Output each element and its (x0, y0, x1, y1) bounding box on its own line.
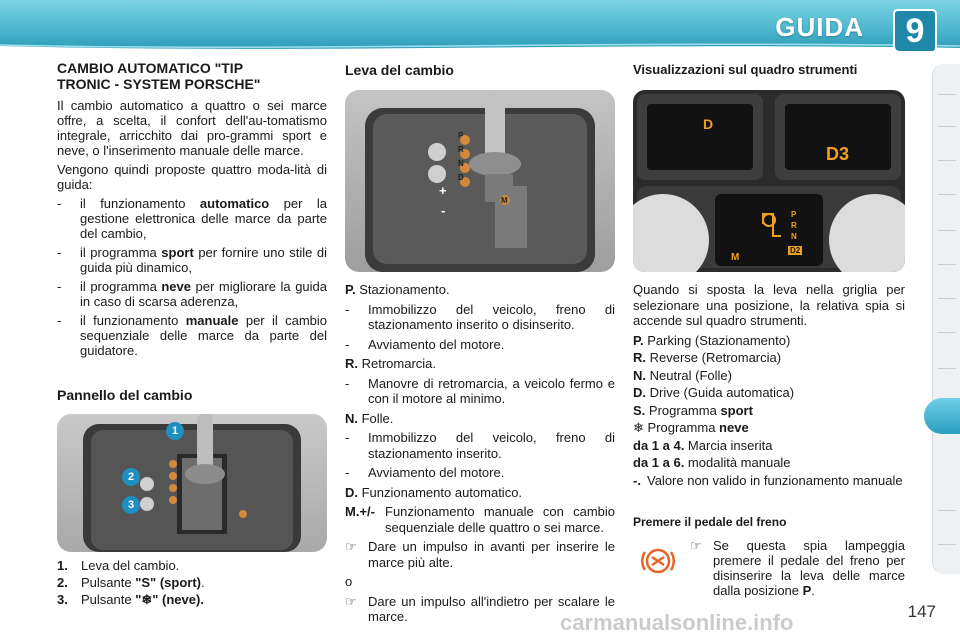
tab-divider (938, 160, 956, 161)
list-item (345, 337, 615, 353)
entry-key: P. (633, 332, 644, 348)
heading-automatic-gearbox (57, 60, 327, 92)
gate-label-p: P (458, 131, 464, 140)
legend-text: Pulsante (81, 575, 136, 590)
tab-divider (938, 126, 956, 127)
entry-text: Avviamento del motore. (368, 465, 505, 480)
list-item (633, 403, 905, 419)
entry-key: P. (345, 282, 356, 297)
entry-key: R. (633, 350, 646, 365)
tab-divider (938, 332, 956, 333)
entry-bold: sport (720, 402, 753, 418)
heading-line-2: TRONIC - SYSTEM PORSCHE" (57, 76, 261, 92)
column-gear-lever (345, 282, 615, 625)
legend-number: 3. (57, 592, 68, 607)
list-item (345, 376, 615, 407)
modes-intro: Vengono quindi proposte quattro moda-lità di guida: (57, 162, 327, 192)
intro-paragraph: Il cambio automatico a quattro o sei marce offre, a scelta, il confort dell'au-tomatismo integrale, arricchito dai pro-grammi sport e neve, o l'inserimento manuale delle marce. (57, 98, 327, 158)
list-dash: - (345, 336, 350, 352)
entry-text: modalità manuale (684, 455, 791, 470)
legend-number: 1. (57, 558, 68, 573)
entry-text: Manovre di retromarcia, a veicolo fermo e con il motore al minimo. (368, 375, 615, 406)
callout-2: 2 (122, 468, 140, 486)
snowflake-icon: ❄ (633, 420, 644, 435)
gear-lever-photo (345, 90, 615, 272)
list-item (57, 279, 327, 309)
entry-text: Funzionamento manuale con cambio sequenziale delle quattro o sei marce. (385, 504, 615, 535)
display-letter-p: P (791, 210, 797, 219)
gear-panel-legend (57, 557, 327, 608)
hand-pointer-icon: ☞ (345, 593, 357, 609)
chapter-number: 9 (905, 12, 925, 50)
gate-label-r: R (458, 145, 464, 154)
entry-text: Immobilizzo del veicolo, freno di stazionamento inserito o disinserito. (368, 301, 615, 332)
list-item (633, 385, 905, 401)
entry-text: Dare un impulso all'indietro per scalare le marce. (368, 593, 615, 624)
legend-text: . (200, 575, 205, 590)
list-item (633, 333, 905, 349)
entry-key: -. (633, 472, 641, 488)
list-dash: - (345, 375, 350, 391)
entry-bold: neve (719, 420, 749, 435)
list-item (345, 282, 615, 298)
entry-text: Immobilizzo del veicolo, freno di stazionamento inserito. (368, 430, 615, 461)
tab-divider (938, 544, 956, 545)
list-item (633, 350, 905, 366)
list-item (633, 368, 905, 384)
entry-text: Programma (643, 420, 720, 435)
list-dash: - (345, 301, 350, 317)
entry-text: Programma (645, 402, 721, 418)
gate-label-m: M (501, 196, 508, 205)
list-item (345, 430, 615, 461)
gear-panel-photo (57, 414, 327, 552)
tab-divider (938, 298, 956, 299)
entry-text: Dare un impulso in avanti per inserire le marce più alte. (368, 539, 615, 570)
item-bold: manuale (185, 313, 239, 328)
tab-divider (938, 94, 956, 95)
list-dash: - (57, 279, 62, 294)
item-text: per il cambio sequenziale delle marce da parte del guidatore. (80, 313, 328, 358)
entry-text: Marcia inserita (684, 437, 773, 453)
entry-text: Valore non valido in funzionamento manuale (647, 472, 903, 488)
entry-key: da 1 a 4. (633, 437, 685, 453)
brake-warning-icon (640, 546, 676, 576)
gate-label-d: D (458, 173, 464, 182)
legend-text: Pulsante (81, 592, 136, 607)
entry-key: R. (345, 356, 358, 371)
gate-label-plus: + (439, 183, 447, 198)
list-item (57, 245, 327, 275)
list-item (57, 196, 327, 241)
legend-bold: "S" (sport) (135, 575, 201, 590)
list-item (345, 539, 615, 570)
gate-label-n: N (458, 159, 464, 168)
entry-key: D. (345, 484, 358, 500)
column-dashboard (633, 282, 905, 488)
legend-number: 2. (57, 575, 68, 590)
page-number: 147 (907, 602, 936, 621)
brake-text: Se questa spia lampeggia premere il pedale del freno per disinserire la leva delle marce dalla posizione (713, 538, 905, 598)
list-dash: - (57, 245, 62, 260)
callout-1: 1 (166, 422, 184, 440)
item-text: il funzionamento (80, 196, 200, 211)
chapter-tab-strip (932, 64, 960, 574)
display-mode-m: M (731, 252, 740, 263)
list-item (633, 420, 905, 436)
entry-text: Retromarcia. (358, 356, 437, 371)
item-text: il programma (80, 279, 162, 294)
list-item (57, 574, 327, 591)
list-dash: - (57, 313, 62, 328)
item-text: il funzionamento (80, 313, 186, 328)
active-chapter-tab[interactable] (924, 398, 960, 434)
tab-divider (938, 510, 956, 511)
display-letter-n: N (791, 232, 797, 241)
legend-text: Leva del cambio. (81, 558, 180, 573)
dashboard-photo (633, 90, 905, 272)
entry-key: S. (633, 402, 646, 418)
entry-text: Parking (Stazionamento) (643, 332, 791, 348)
list-item (633, 455, 905, 471)
item-bold: sport (161, 245, 194, 260)
brake-text-bold: P (802, 583, 812, 598)
list-item (345, 465, 615, 481)
entry-text: Reverse (Retromarcia) (646, 350, 782, 365)
entry-key: N. (633, 367, 646, 383)
display-letter-r: R (791, 221, 797, 230)
tab-divider (938, 368, 956, 369)
item-text: per migliorare la guida in caso di scarsa aderenza, (80, 279, 328, 309)
item-text: per fornire uno stile di guida più dinamico, (80, 245, 327, 275)
entry-text: Neutral (Folle) (646, 367, 732, 383)
brake-note (690, 538, 905, 598)
list-dash: - (345, 465, 350, 480)
list-item (345, 302, 615, 333)
item-bold: automatico (199, 196, 270, 211)
entry-key: da 1 a 6. (633, 455, 685, 470)
item-text: il programma (80, 245, 162, 260)
gear-lever-illustration (345, 90, 615, 272)
list-item: o (345, 574, 353, 589)
list-item (57, 557, 327, 574)
tab-divider (938, 194, 956, 195)
entry-text: Drive (Guida automatica) (646, 385, 795, 400)
list-dash: - (57, 196, 62, 211)
display-current-gear: D (703, 116, 714, 132)
entry-text: Avviamento del motore. (368, 336, 505, 352)
entry-key: D. (633, 385, 646, 400)
entry-text: Stazionamento. (355, 282, 450, 297)
heading-dashboard-displays: Visualizzazioni sul quadro strumenti (633, 62, 858, 77)
hand-pointer-icon: ☞ (690, 538, 702, 553)
list-item (57, 313, 327, 358)
tab-divider (938, 230, 956, 231)
list-item (633, 438, 905, 454)
dashboard-intro: Quando si sposta la leva nella griglia per selezionare una posizione, la relativa spia si accende sul quadro strumenti. (633, 282, 905, 328)
tab-divider (938, 264, 956, 265)
column-automatic-gearbox (57, 60, 327, 358)
entry-key: M.+/- (345, 504, 375, 519)
item-text: per la gestione elettronica delle marce da parte del cambio, (80, 196, 327, 241)
heading-gear-panel: Pannello del cambio (57, 387, 193, 403)
list-item (345, 504, 615, 535)
chapter-badge (892, 8, 938, 54)
entry-text: Folle. (358, 410, 394, 426)
heading-gear-lever: Leva del cambio (345, 62, 454, 78)
heading-line-1: CAMBIO AUTOMATICO "TIP (57, 60, 244, 76)
brake-text: . (811, 583, 815, 598)
list-item (345, 411, 615, 427)
list-dash: - (345, 430, 350, 445)
callout-3: 3 (122, 496, 140, 514)
list-item (633, 473, 905, 489)
display-gear-d3: D3 (826, 144, 850, 164)
display-letter-d2: D2 (790, 246, 801, 255)
gate-label-minus: - (441, 203, 446, 218)
gear-panel-illustration (57, 414, 327, 552)
watermark: carmanualsonline.info (560, 610, 794, 635)
legend-bold: "❄" (neve). (135, 592, 204, 607)
entry-key: N. (345, 410, 358, 426)
section-title: GUIDA (775, 12, 864, 42)
list-item (345, 356, 615, 372)
entry-text: Funzionamento automatico. (358, 484, 523, 500)
item-bold: neve (161, 279, 191, 294)
heading-brake-pedal: Premere il pedale del freno (633, 515, 787, 529)
hand-pointer-icon: ☞ (345, 539, 357, 554)
list-item (345, 485, 615, 501)
page-header (0, 0, 960, 52)
dashboard-illustration (633, 90, 905, 272)
list-item (57, 591, 327, 608)
